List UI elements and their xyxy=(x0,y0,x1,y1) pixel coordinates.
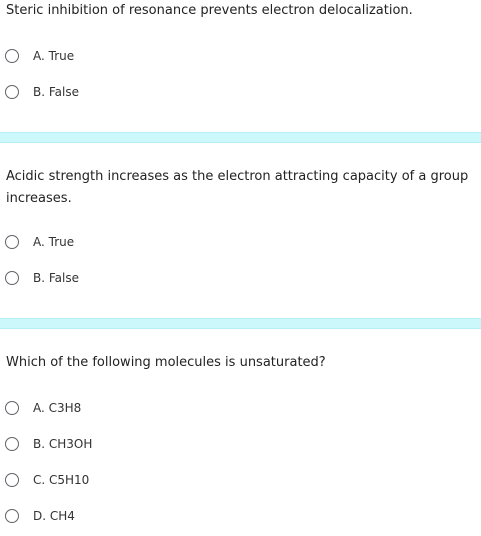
option-a-c3h8[interactable] xyxy=(5,397,81,419)
radio-button[interactable] xyxy=(5,509,19,523)
option-b-false[interactable] xyxy=(5,81,79,103)
radio-button[interactable] xyxy=(5,235,19,249)
option-a-true[interactable] xyxy=(5,231,74,253)
option-a-true[interactable] xyxy=(5,45,74,67)
option-label: A. True xyxy=(33,49,75,63)
option-c-c5h10[interactable] xyxy=(5,469,89,491)
radio-button[interactable] xyxy=(5,473,19,487)
radio-button[interactable] xyxy=(5,49,19,63)
question-text: Which of the following molecules is unsaturated? xyxy=(6,355,326,370)
option-b-false[interactable] xyxy=(5,267,79,289)
question-divider xyxy=(0,132,481,143)
radio-button[interactable] xyxy=(5,271,19,285)
question-text: Acidic strength increases as the electron attracting capacity of a group increases. xyxy=(6,169,469,206)
radio-button[interactable] xyxy=(5,437,19,451)
option-label: B. False xyxy=(33,85,79,99)
option-label: D. CH4 xyxy=(33,509,75,523)
option-b-ch3oh[interactable] xyxy=(5,433,92,455)
radio-button[interactable] xyxy=(5,401,19,415)
radio-button[interactable] xyxy=(5,85,19,99)
option-label: C. C5H10 xyxy=(33,473,90,487)
question-text: Steric inhibition of resonance prevents electron delocalization. xyxy=(6,3,413,18)
option-label: B. False xyxy=(33,271,79,285)
question-divider xyxy=(0,318,481,329)
option-label: B. CH3OH xyxy=(33,437,93,451)
option-label: A. C3H8 xyxy=(33,401,82,415)
option-d-ch4[interactable] xyxy=(5,505,75,527)
option-label: A. True xyxy=(33,235,75,249)
